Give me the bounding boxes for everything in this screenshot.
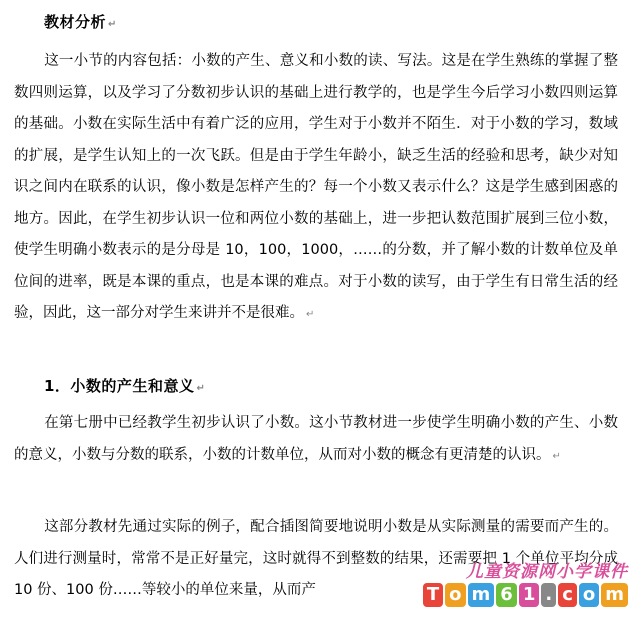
paragraph-mark: ↵ bbox=[108, 19, 117, 30]
paragraph-mark: ↵ bbox=[552, 450, 561, 462]
site-watermark bbox=[378, 557, 628, 613]
section-heading-origin-meaning bbox=[44, 375, 205, 396]
watermark-logo-letter: c bbox=[558, 583, 577, 607]
watermark-logo-letter: 1 bbox=[519, 583, 540, 607]
watermark-logo-letter: m bbox=[468, 583, 495, 607]
paragraph-seventh-volume bbox=[14, 408, 618, 472]
section-heading-analysis bbox=[44, 11, 117, 32]
heading-text: 教材分析 bbox=[44, 13, 107, 31]
watermark-logo-letter: 6 bbox=[496, 583, 517, 607]
paragraph-intro-text: 这一小节的内容包括：小数的产生、意义和小数的读、写法。这是在学生熟练的掌握了整数四则运算，以及学习了分数初步认识的基础上进行教学的，也是学生今后学习小数四则运算的基础。小数在实际生活中有着广泛的应用，学生对于小数并不陌生．对于小数的学习，数域的扩展，是学生认知上的一次飞跃。但是由于学生年龄小，缺乏生活的经验和思考，缺少对知识之间内在联系的认识，像小数是怎样产生的？每一个小数又表示什么？这是学生感到困惑的地方。因此，在学生初步认识一位和两位小数的基础上，进一步把认数范围扩展到三位小数，使学生明确小数表示的是分母是 10，100，1000，……的分数，并了解小数的计数单位及单位间的进率，既是本课的重点，也是本课的难点。对于小数的读写，由于学生有日常生活的经验，因此，这一部分对学生来讲并不是很难。 bbox=[14, 53, 618, 321]
paragraph-mark: ↵ bbox=[196, 383, 206, 394]
paragraph-measurement-text: 这部分教材先通过实际的例子，配合插图简要地说明小数是从实际测量的需要而产生的。人们进行测量时，常常不是正好量完，这时就得不到整数的结果，还需要把 1 个单位平均分成 10 份、100 份……等较小的单位来量，从而产 bbox=[14, 519, 618, 598]
watermark-site-name: 儿童资源网小学课件 bbox=[466, 562, 628, 582]
watermark-logo bbox=[423, 583, 628, 607]
paragraph-intro bbox=[14, 46, 618, 331]
paragraph-mark: ↵ bbox=[306, 309, 315, 320]
watermark-logo-letter: m bbox=[601, 583, 628, 607]
watermark-logo-letter: T bbox=[423, 583, 443, 607]
watermark-logo-letter: . bbox=[541, 583, 556, 607]
watermark-logo-letter: o bbox=[579, 583, 599, 607]
paragraph-seventh-volume-text: 在第七册中已经教学生初步认识了小数。这小节教材进一步使学生明确小数的产生、小数的意义，小数与分数的联系，小数的计数单位，从而对小数的概念有更清楚的认识。 bbox=[14, 415, 618, 463]
heading-text: 1．小数的产生和意义 bbox=[44, 377, 195, 395]
watermark-logo-letter: o bbox=[445, 583, 465, 607]
